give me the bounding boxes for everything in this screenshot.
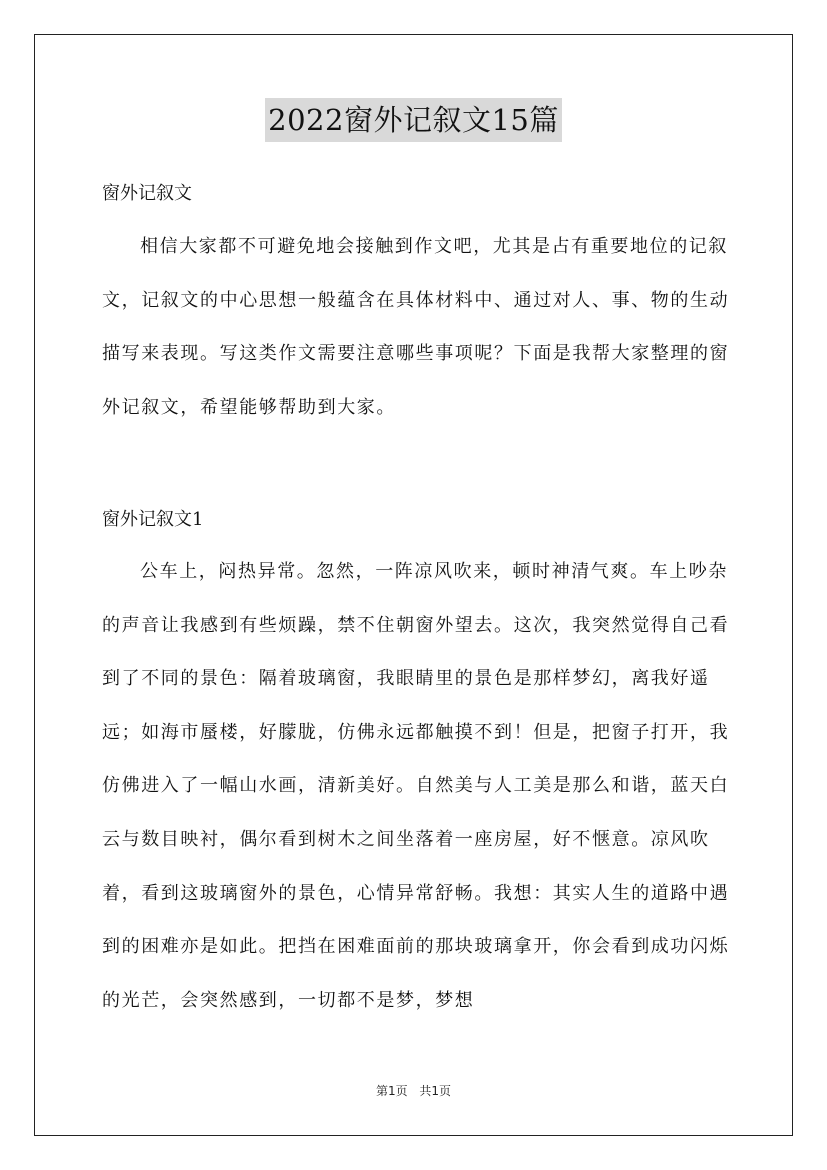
document-title: 2022窗外记叙文15篇 — [265, 98, 562, 142]
title-container — [0, 98, 827, 142]
page-number-current: 第1页 — [375, 1084, 408, 1098]
intro-paragraph: 相信大家都不可避免地会接触到作文吧，尤其是占有重要地位的记叙文，记叙文的中心思想一般蕴含在具体材料中、通过对人、事、物的生动描写来表现。写这类作文需要注意哪些事项呢？下面是我帮大家整理的窗外记叙文，希望能够帮助到大家。 — [102, 236, 730, 418]
section-heading: 窗外记叙文 — [102, 183, 192, 204]
page-number-total: 共1页 — [419, 1084, 452, 1098]
essay-heading: 窗外记叙文1 — [102, 509, 204, 530]
essay-paragraph: 公车上，闷热异常。忽然，一阵凉风吹来，顿时神清气爽。车上吵杂的声音让我感到有些烦躁，禁不住朝窗外望去。这次，我突然觉得自己看到了不同的景色：隔着玻璃窗，我眼睛里的景色是那样梦幻，离我好遥远；如海市蜃楼，好朦胧，仿佛永远都触摸不到！但是，把窗子打开，我仿佛进入了一幅山水画，清新美好。自然美与人工美是那么和谐，蓝天白云与数目映衬，偶尔看到树木之间坐落着一座房屋，好不惬意。凉风吹着，看到这玻璃窗外的景色，心情异常舒畅。我想：其实人生的道路中遇到的困难亦是如此。把挡在困难面前的那块玻璃拿开，你会看到成功闪烁的光芒，会突然感到，一切都不是梦，梦想 — [102, 561, 730, 1011]
page-footer — [0, 1083, 827, 1099]
